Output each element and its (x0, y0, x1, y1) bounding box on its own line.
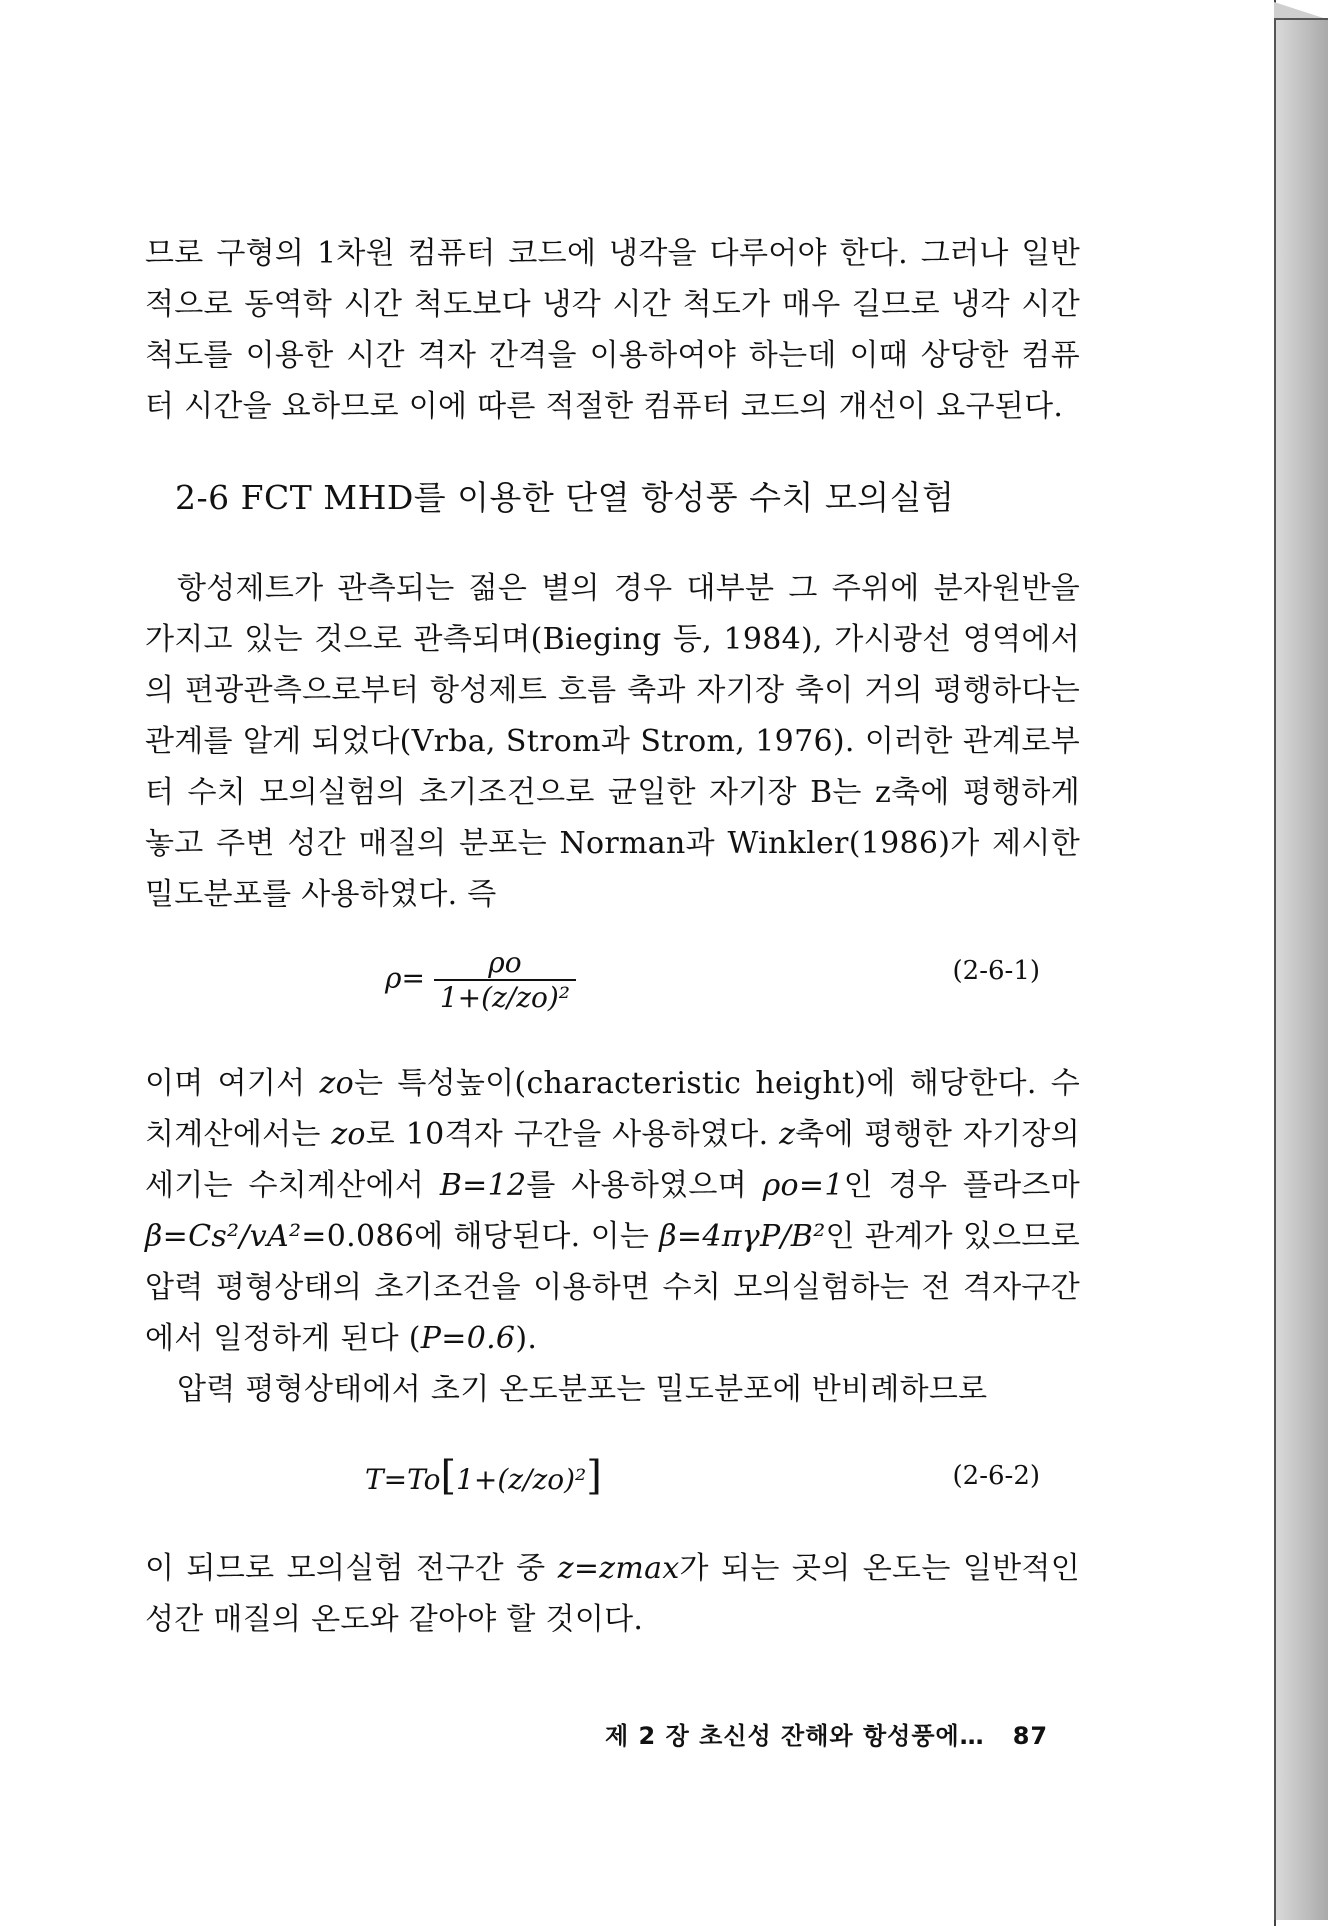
equation-1-numerator: ρo (434, 946, 576, 981)
equation-1-lhs: ρ= (385, 961, 425, 995)
equation-2-6-1 (145, 928, 1080, 1048)
p5-text: 이 되므로 모의실험 전구간 중 (145, 1551, 558, 1586)
page-number: 87 (1012, 1722, 1049, 1750)
p3-text: 0.086에 해당된다. 이는 (326, 1219, 660, 1254)
equation-2-body: 1+(z/zo)² (456, 1463, 587, 1496)
equation-2-number: (2-6-2) (952, 1461, 1040, 1491)
page-footer (605, 1716, 1048, 1751)
p5-text: 가 되는 곳의 온도는 일반적인 성간 매질의 온도와 같아야 할 것이다. (145, 1551, 1080, 1637)
p3-math: zo (331, 1117, 366, 1152)
equation-2-bracket: [ (440, 1453, 457, 1499)
p3-text: 는 특성높이(characteristic height)에 해당한다. 수치계산에서는 (145, 1066, 1080, 1152)
p3-math: ρo=1 (762, 1168, 844, 1203)
p3-math: B=12 (439, 1168, 527, 1203)
paragraph-2: 항성제트가 관측되는 젊은 별의 경우 대부분 그 주위에 분자원반을 가지고 있는 것으로 관측되며(Bieging 등, 1984), 가시광선 영역에서의 편광관측으로부터 항성제트 흐름 축과 자기장 축이 거의 평행하다는 관계를 알게 되었다(Vrba, Strom과 Strom, 1976). 이러한 관계로부터 수치 모의실험의 초기조건으로 균일한 자기장 B는 z축에 평행하게 놓고 주변 성간 매질의 분포는 Norman과 Winkler(1986)가 제시한 밀도분포를 사용하였다. 즉 (145, 571, 1080, 912)
p3-text: 로 10격자 구간을 사용하였다. (365, 1117, 780, 1152)
equation-1-number: (2-6-1) (952, 956, 1040, 986)
paragraph-5 (145, 1543, 1080, 1645)
paragraph-4: 압력 평형상태에서 초기 온도분포는 밀도분포에 반비례하므로 (177, 1372, 988, 1407)
p3-text: 이며 여기서 (145, 1066, 320, 1101)
equation-2-lhs: T=To (365, 1463, 441, 1496)
p3-math: zo (319, 1066, 354, 1101)
p3-text: 를 사용하였으며 (526, 1168, 763, 1203)
paragraph-1: 므로 구형의 1차원 컴퓨터 코드에 냉각을 다루어야 한다. 그러나 일반적으로 동역학 시간 척도보다 냉각 시간 척도가 매우 길므로 냉각 시간 척도를 이용한 시간 격자 간격을 이용하여야 하는데 이때 상당한 컴퓨터 시간을 요하므로 이에 따른 적절한 컴퓨터 코드의 개선이 요구된다. (145, 236, 1080, 424)
chapter-running-head: 제 2 장 초신성 잔해와 항성풍에… (605, 1722, 985, 1750)
book-edge (1274, 18, 1328, 1920)
p3-math: z (779, 1117, 796, 1152)
equation-2-bracket: ] (586, 1453, 602, 1499)
page-content (145, 228, 1080, 1645)
p3-math: β=Cs²/vA²= (145, 1219, 327, 1254)
p3-math: P=0.6 (420, 1321, 516, 1356)
p5-math: z=zmax (557, 1551, 680, 1586)
equation-1-denominator: 1+(z/zo)² (439, 981, 570, 1014)
equation-2-6-2 (145, 1423, 1080, 1533)
p3-text: 축에 평행한 자기장의 세기는 수치계산에서 (145, 1117, 1080, 1203)
p3-text: 인 경우 플라즈마 (843, 1168, 1080, 1203)
equation-2-formula (365, 1453, 602, 1499)
p3-math: β=4πγP/B² (659, 1219, 826, 1254)
p3-text: ). (515, 1321, 538, 1356)
equation-1-fraction (434, 946, 576, 1014)
p3-text: 인 관계가 있으므로 압력 평형상태의 초기조건을 이용하면 수치 모의실험하는 전 격자구간에서 일정하게 된다 ( (145, 1219, 1080, 1356)
section-title: 2-6 FCT MHD를 이용한 단열 항성풍 수치 모의실험 (175, 478, 955, 517)
equation-1-formula (385, 946, 576, 1014)
paragraph-3 (145, 1058, 1080, 1364)
